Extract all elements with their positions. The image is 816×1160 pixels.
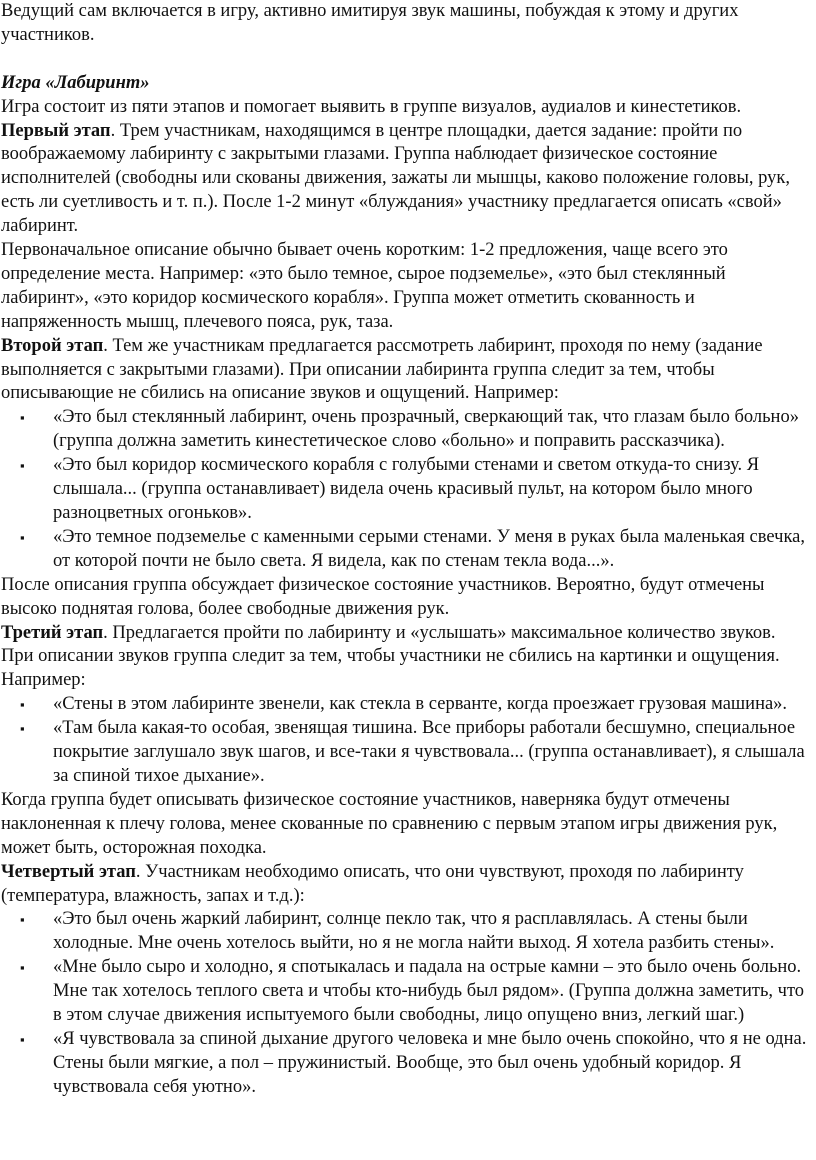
stage3-paragraph xyxy=(1,622,812,694)
blank-line xyxy=(1,48,812,72)
list-item: ▪ «Там была какая-то особая, звенящая тишина. Все приборы работали бесшумно, специальное покрытие заглушало звук шагов, и все-таки я чувствовала... (группа останавливает), я слышала за спиной тихое дыхание». xyxy=(53,717,812,789)
stage4-text: . Участникам необходимо описать, что они чувствуют, проходя по лабиринту (температура, влажность, запах и т.д.): xyxy=(1,861,744,906)
stage2-label: Второй этап xyxy=(1,335,104,356)
list-item: ▪ «Я чувствовала за спиной дыхание другого человека и мне было очень спокойно, что я не одна. Стены были мягкие, а пол – пружинистый. Вообще, это был очень удобный коридор. Я чувствовала себя уютно». xyxy=(53,1028,812,1100)
list-item: ▪ «Это был очень жаркий лабиринт, солнце пекло так, что я расплавлялась. А стены были холодные. Мне очень хотелось выйти, но я не могла найти выход. Я хотела разбить стены». xyxy=(53,908,812,956)
stage2-examples xyxy=(1,406,812,573)
list-item: ▪ «Это был коридор космического корабля с голубыми стенами и светом откуда-то снизу. Я слышала... (группа останавливает) видела очень красивый пульт, на котором было много разноцветных огоньков». xyxy=(53,454,812,526)
game-description: Игра состоит из пяти этапов и помогает выявить в группе визуалов, аудиалов и кинестетиков. xyxy=(1,96,742,117)
stage1-text: . Трем участникам, находящимся в центре площадки, дается задание: пройти по воображаемому лабиринту с закрытыми глазами. Группа наблюдает физическое состояние исполнителей (свободны или скованы движения, зажаты ли мышцы, каково положение головы, рук, есть ли суетливость и т. п.). После 1-2 минут «блуждания» участнику предлагается описать «свой» лабиринт. xyxy=(1,120,791,237)
list-item: ▪ «Это темное подземелье с каменными серыми стенами. У меня в руках была маленькая свечка, от которой почти не было света. Я видела, как по стенам текла вода...». xyxy=(53,526,812,574)
stage3-label: Третий этап xyxy=(1,622,104,643)
game-title: Игра «Лабиринт» xyxy=(1,72,150,93)
list-item: ▪ «Мне было сыро и холодно, я спотыкалась и падала на острые камни – это было очень больно. Мне так хотелось теплого света и чтобы кто-нибудь был рядом». (Группа должна заметить, что в этом случае движения испытуемого были свободны, лицо опущено вниз, легкий шаг.) xyxy=(53,956,812,1028)
stage3-examples xyxy=(1,693,812,789)
stage1-description: Первоначальное описание обычно бывает очень коротким: 1-2 предложения, чаще всего это определение места. Например: «это было темное, сырое подземелье», «это был стеклянный лабиринт», «это коридор космического корабля». Группа может отметить скованность и напряженность мышц, плечевого пояса, рук, таза. xyxy=(1,240,728,332)
stage4-paragraph xyxy=(1,861,812,909)
stage1-paragraph xyxy=(1,120,812,240)
intro-paragraph: Ведущий сам включается в игру, активно имитируя звук машины, побуждая к этому и других участников. xyxy=(1,1,739,45)
stage2-text: . Тем же участникам предлагается рассмотреть лабиринт, проходя по нему (задание выполняется с закрытыми глазами). При описании лабиринта группа следит за тем, чтобы описывающие не сбились на описание звуков и ощущений. Например: xyxy=(1,335,763,404)
stage3-after: Когда группа будет описывать физическое состояние участников, наверняка будут отмечены наклоненная к плечу голова, менее скованные по сравнению с первым этапом игры движения рук, может быть, осторожная походка. xyxy=(1,789,778,858)
stage3-text: . Предлагается пройти по лабиринту и «услышать» максимальное количество звуков. При описании звуков группа следит за тем, чтобы участники не сбились на картинки и ощущения. Например: xyxy=(1,622,780,691)
list-item: ▪ «Стены в этом лабиринте звенели, как стекла в серванте, когда проезжает грузовая машина». xyxy=(53,693,812,717)
stage4-examples xyxy=(1,908,812,1099)
stage2-paragraph xyxy=(1,335,812,407)
stage2-after: После описания группа обсуждает физическое состояние участников. Вероятно, будут отмечены высоко поднятая голова, более свободные движения рук. xyxy=(1,574,765,619)
stage4-label: Четвертый этап xyxy=(1,861,136,882)
list-item: ▪ «Это был стеклянный лабиринт, очень прозрачный, сверкающий так, что глазам было больно» (группа должна заметить кинестетическое слово «больно» и поправить рассказчика). xyxy=(53,406,812,454)
stage1-label: Первый этап xyxy=(1,120,111,141)
